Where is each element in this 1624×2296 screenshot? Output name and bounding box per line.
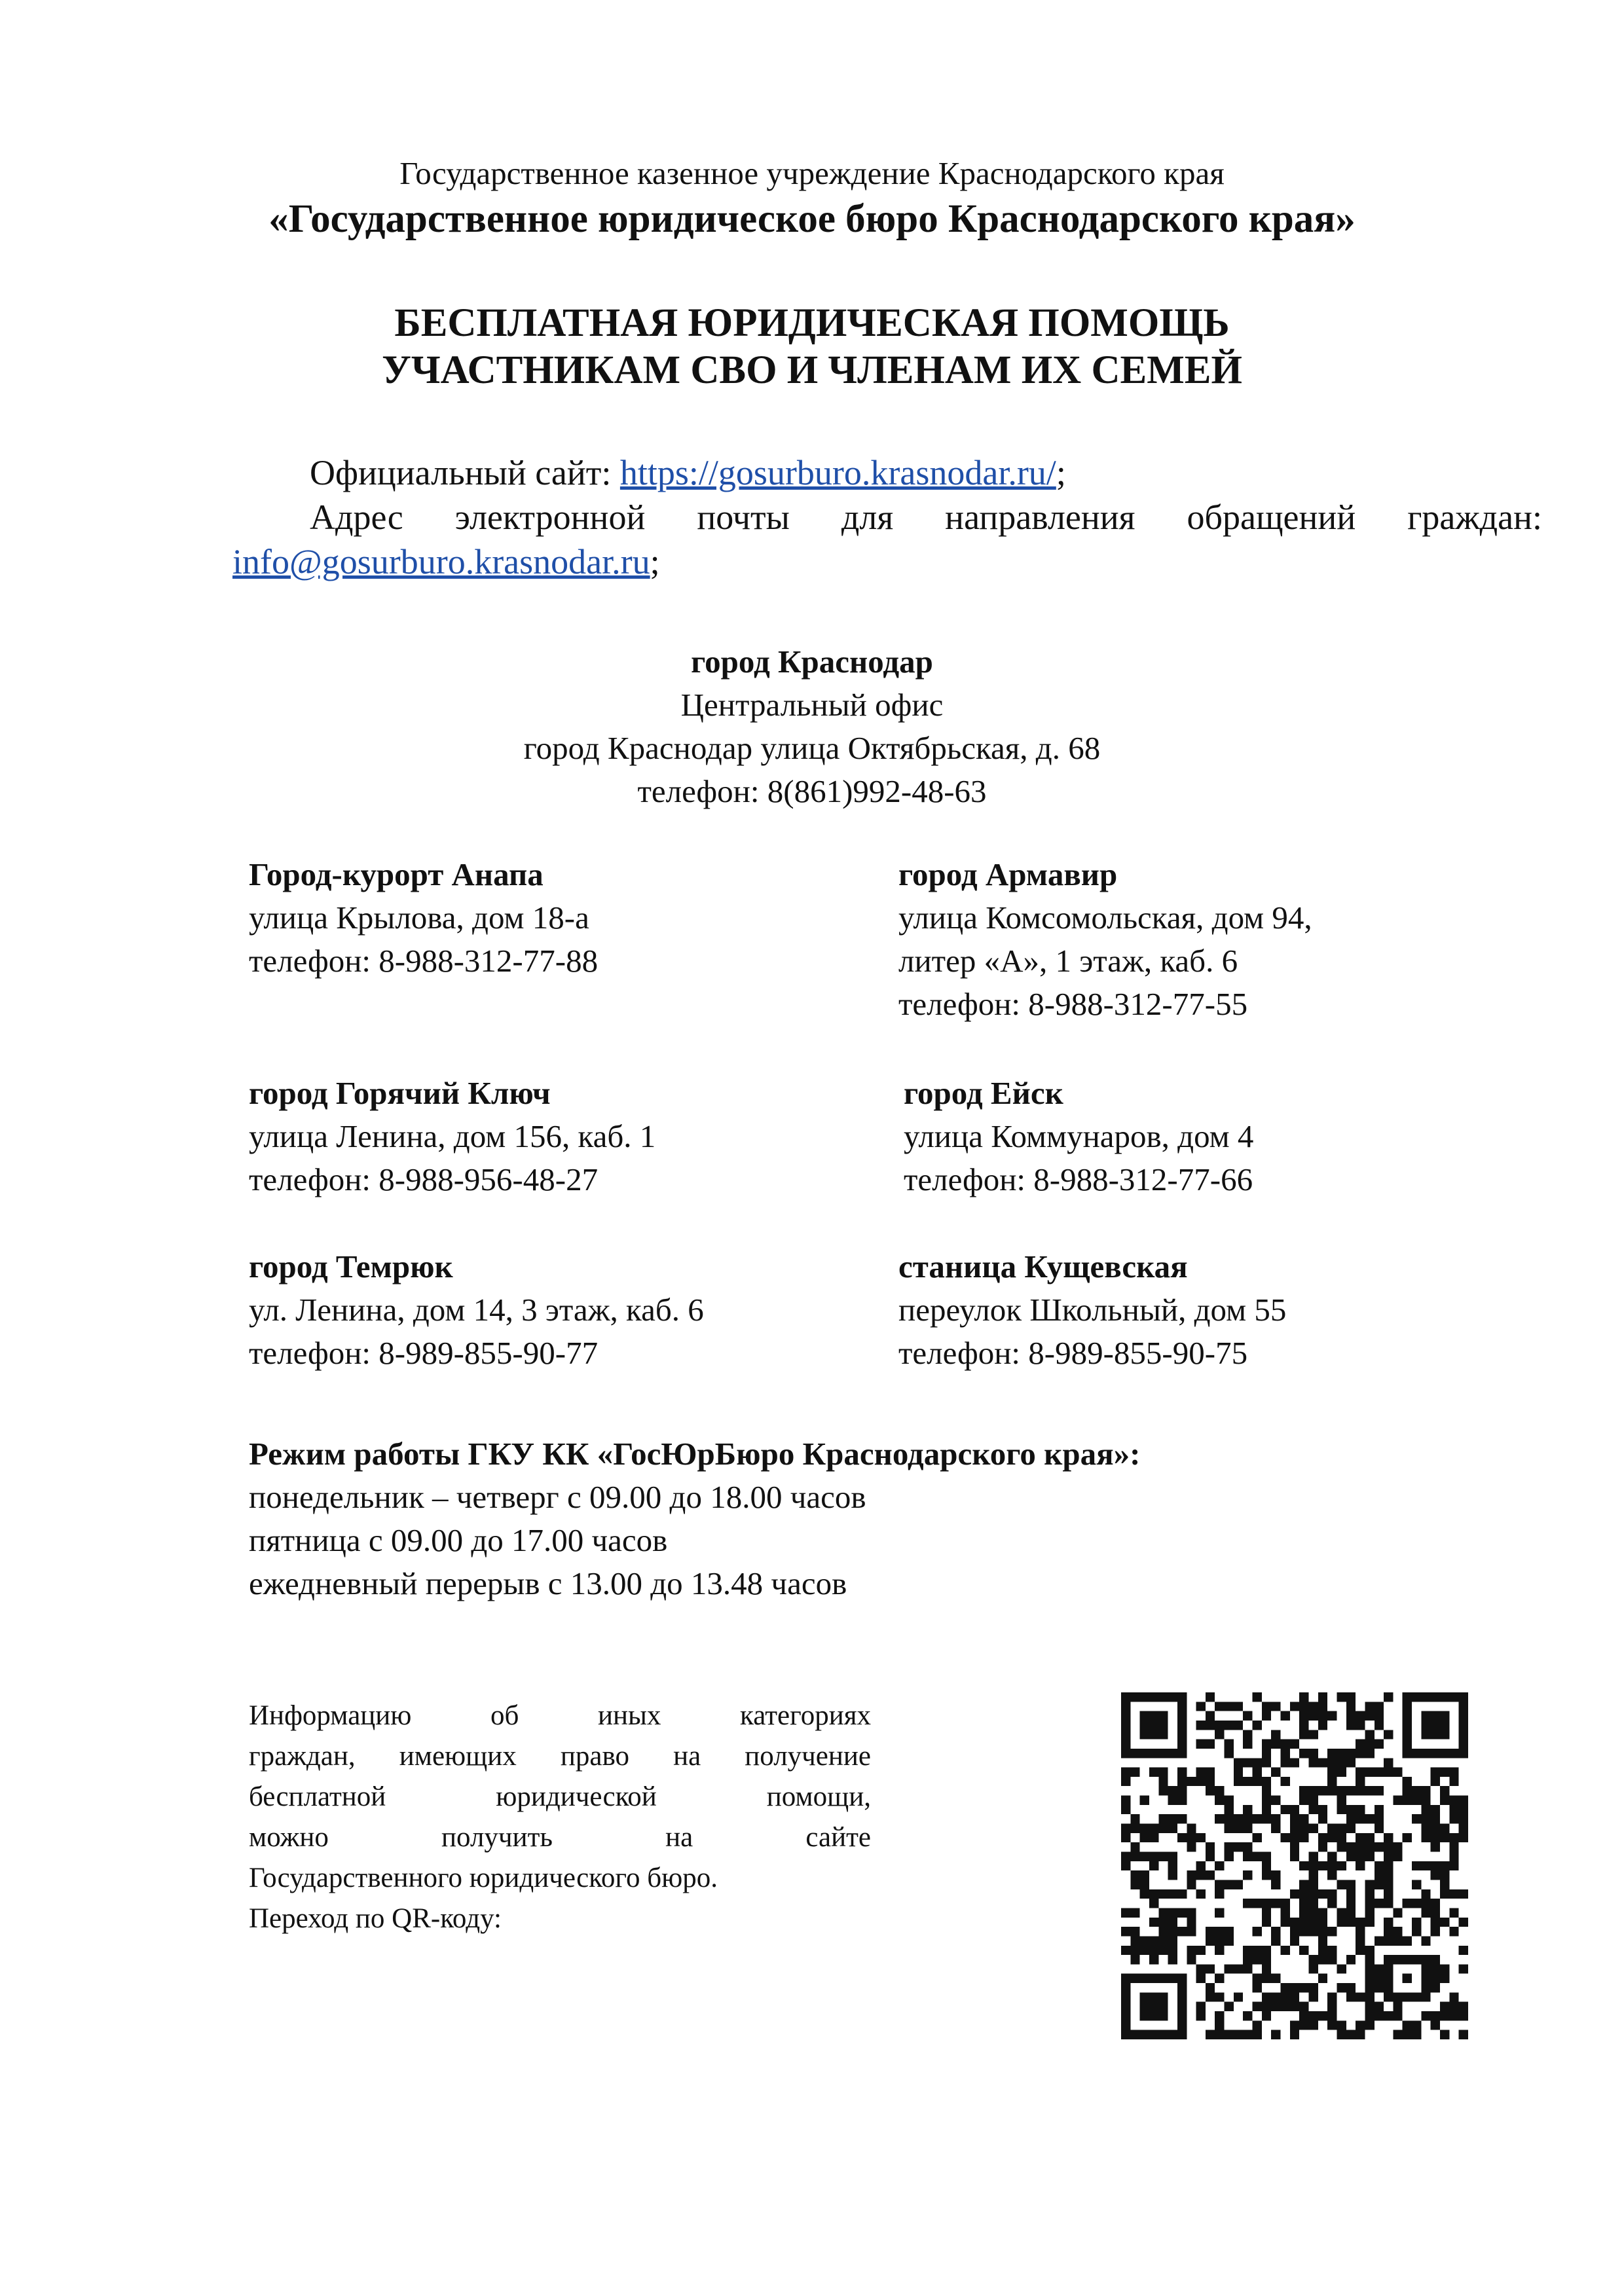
hours-line-2: пятница с 09.00 до 17.00 часов (249, 1522, 668, 1558)
page-title (0, 300, 1624, 394)
office-address-2: литер «А», 1 этаж, каб. 6 (898, 943, 1238, 979)
site-label: Официальный сайт: (310, 453, 620, 492)
office-phone: телефон: 8-988-312-77-66 (904, 1161, 1253, 1197)
office-phone: телефон: 8-988-312-77-55 (898, 986, 1248, 1022)
office-eysk (904, 1072, 1253, 1201)
site-line (232, 450, 1542, 495)
hours-line-3: ежедневный перерыв с 13.00 до 13.48 часов (249, 1565, 847, 1601)
office-goryachy-klyuch (249, 1072, 655, 1201)
office-address: ул. Ленина, дом 14, 3 этаж, каб. 6 (249, 1292, 704, 1328)
office-address: улица Коммунаров, дом 4 (904, 1118, 1254, 1154)
office-address: переулок Школьный, дом 55 (898, 1292, 1287, 1328)
info-paragraph (249, 1696, 871, 1939)
email-line (232, 539, 1542, 584)
office-city: город Ейск (904, 1075, 1063, 1111)
office-city: город Армавир (898, 856, 1118, 892)
office-phone: телефон: 8-988-312-77-88 (249, 943, 599, 979)
info-line-1: Информацию об иных категориях (249, 1700, 871, 1731)
org-name: «Государственное юридическое бюро Краснодарского края» (268, 197, 1356, 241)
working-hours (249, 1432, 1140, 1605)
office-temryuk (249, 1245, 704, 1375)
site-link[interactable]: https://gosurburo.krasnodar.ru/ (619, 453, 1056, 492)
info-line-5: Государственного юридического бюро. (249, 1863, 718, 1893)
office-address: улица Ленина, дом 156, каб. 1 (249, 1118, 656, 1154)
qr-code-icon[interactable] (1121, 1692, 1468, 2039)
info-line-2: граждан, имеющих право на получение (249, 1741, 871, 1772)
title-line-1: БЕСПЛАТНАЯ ЮРИДИЧЕСКАЯ ПОМОЩЬ (394, 301, 1230, 345)
office-kushchevskaya (898, 1245, 1286, 1375)
info-line-4: можно получить на сайте (249, 1822, 871, 1853)
central-phone: телефон: 8(861)992-48-63 (637, 773, 987, 809)
email-label: Адрес электронной почты для направления обращений граждан: (310, 498, 1542, 537)
hours-line-1: понедельник – четверг с 09.00 до 18.00 часов (249, 1479, 866, 1515)
site-suffix: ; (1056, 453, 1066, 492)
info-line-3: бесплатной юридической помощи, (249, 1781, 871, 1812)
hours-title: Режим работы ГКУ КК «ГосЮрБюро Краснодарского края»: (249, 1436, 1141, 1472)
info-line-6: Переход по QR-коду: (249, 1903, 502, 1934)
office-city: станица Кущевская (898, 1248, 1188, 1285)
office-phone: телефон: 8-988-956-48-27 (249, 1161, 599, 1197)
contacts-paragraph (232, 450, 1542, 584)
office-phone: телефон: 8-989-855-90-75 (898, 1335, 1248, 1371)
email-link[interactable]: info@gosurburo.krasnodar.ru (232, 542, 650, 581)
central-city: город Краснодар (691, 644, 933, 680)
office-phone: телефон: 8-989-855-90-77 (249, 1335, 599, 1371)
office-armavir (898, 853, 1312, 1026)
office-address: улица Крылова, дом 18-а (249, 900, 589, 936)
org-line: Государственное казенное учреждение Краснодарского края (399, 155, 1225, 191)
email-suffix: ; (650, 542, 660, 581)
office-address: улица Комсомольская, дом 94, (898, 900, 1312, 936)
central-name: Центральный офис (680, 687, 944, 723)
title-line-2: УЧАСТНИКАМ СВО И ЧЛЕНАМ ИХ СЕМЕЙ (382, 348, 1242, 392)
office-anapa (249, 853, 598, 983)
office-city: Город-курорт Анапа (249, 856, 544, 892)
central-address: город Краснодар улица Октябрьская, д. 68 (523, 730, 1101, 766)
office-city: город Горячий Ключ (249, 1075, 551, 1111)
central-office (0, 640, 1624, 813)
office-city: город Темрюк (249, 1248, 453, 1285)
qr-code-graphic (1121, 1692, 1468, 2039)
